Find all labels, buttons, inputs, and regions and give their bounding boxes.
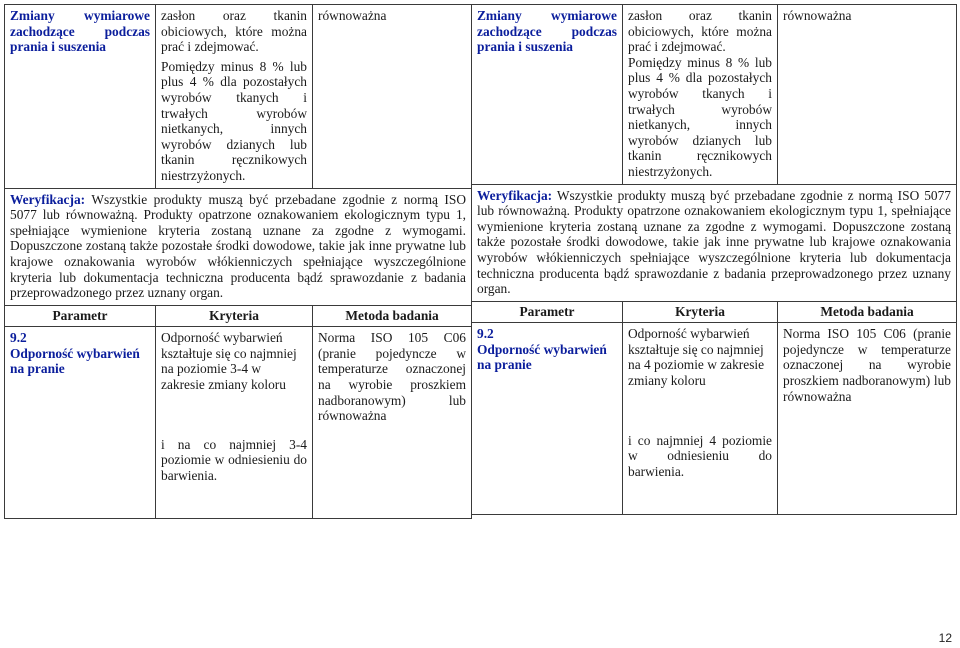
- verification-label: Weryfikacja:: [477, 187, 553, 203]
- criteria-text: Pomiędzy minus 8 % lub plus 4 % dla pozostałych wyrobów tkanych i trwałych wyrobów nietkanych, innych wyrobów dzianych lub tkanin ręcznikowych niestrzyżonych.: [161, 58, 307, 183]
- criteria-cell: [623, 323, 778, 515]
- criteria-text: Odporność wybarwień kształtuje się co najmniej na poziomie 3-4 w zakresie zmiany koloru: [161, 330, 297, 393]
- criteria-text: Odporność wybarwień kształtuje się co najmniej na 4 poziomie w zakresie zmiany koloru: [628, 326, 765, 389]
- parameter-name: Odporność wybarwień na pranie: [10, 345, 140, 377]
- parameter-name: Odporność wybarwień na pranie: [477, 341, 607, 373]
- method-text: równoważna: [783, 8, 852, 23]
- header-criteria: Kryteria: [623, 301, 778, 323]
- table-row-colour-fastness: [5, 327, 472, 519]
- header-parameter: Parametr: [5, 305, 156, 327]
- method-cell: [778, 5, 957, 185]
- criteria-text: Pomiędzy minus 8 % lub plus 4 % dla pozostałych wyrobów tkanych i trwałych wyrobów nietkanych, innych wyrobów dzianych lub tkanin ręcznikowych niestrzyżonych.: [628, 54, 772, 179]
- method-text: Norma ISO 105 C06 (pranie pojedyncze w temperaturze oznaczonej na wyrobie proszkiem nadboranowym) lub równoważna: [318, 330, 466, 424]
- table-row-dimensional-changes: [5, 5, 472, 189]
- method-text: równoważna: [318, 8, 387, 23]
- verification-cell: [472, 184, 957, 301]
- parameter-name: Zmiany wymiarowe zachodzące podczas prania i suszenia: [10, 8, 150, 55]
- header-parameter: Parametr: [472, 301, 623, 323]
- parameter-number: 9.2: [477, 326, 494, 342]
- header-method: Metoda badania: [313, 305, 472, 327]
- criteria-text: i co najmniej 4 poziomie w odniesieniu do barwienia.: [628, 432, 772, 479]
- criteria-cell: [623, 5, 778, 185]
- table-row-verification: [472, 184, 957, 301]
- criteria-table-left: [4, 4, 472, 519]
- table-header-row: [5, 305, 472, 327]
- parameter-cell: [5, 327, 156, 519]
- verification-text: Wszystkie produkty muszą być przebadane zgodnie z normą ISO 5077 lub równoważną. Produkty opatrzone oznakowaniem ekologicznym typu 1, spełniające wymienione kryteria zostaną uznane za zgodne z wymogami. Dopuszczone zostaną także pozostałe środki dowodowe, takie jak inne prywatne lub krajowe oznakowania wyrobów włókienniczych spełniające wyszczególnione kryteria lub dokumentacja techniczna producenta bądź sprawozdanie z badania przeprowadzonego przez uznany organ.: [10, 191, 467, 301]
- parameter-number: 9.2: [10, 330, 27, 346]
- method-text: Norma ISO 105 C06 (pranie pojedyncze w temperaturze oznaczonej na wyrobie proszkiem nadboranowym) lub równoważna: [783, 326, 951, 404]
- criteria-cell: [156, 327, 313, 519]
- verification-text: Wszystkie produkty muszą być przebadane zgodnie z normą ISO 5077 lub równoważną. Produkty opatrzone oznakowaniem ekologicznym typu 1, spełniające wymienione kryteria zostaną uznane za zgodne z wymogami. Dopuszczone zostaną także pozostałe środki dowodowe, takie jak inne prywatne lub krajowe oznakowania wyrobów włókienniczych spełniające wyszczególnione kryteria lub dokumentacja techniczna producenta bądź sprawozdanie z badania przeprowadzonego przez uznany organ.: [477, 187, 951, 297]
- criteria-cell: [156, 5, 313, 189]
- table-header-row: [472, 301, 957, 323]
- parameter-cell: [472, 323, 623, 515]
- criteria-table-right: [471, 4, 957, 515]
- verification-cell: [5, 188, 472, 305]
- method-cell: [313, 5, 472, 189]
- parameter-cell: [472, 5, 623, 185]
- method-cell: [313, 327, 472, 519]
- table-row-colour-fastness: [472, 323, 957, 515]
- criteria-text: zasłon oraz tkanin obiciowych, które można prać i zdejmować.: [161, 8, 307, 55]
- criteria-text: zasłon oraz tkanin obiciowych, które można prać i zdejmować.: [628, 8, 772, 55]
- table-row-dimensional-changes: [472, 5, 957, 185]
- verification-label: Weryfikacja:: [10, 191, 86, 207]
- table-row-verification: [5, 188, 472, 305]
- parameter-name: Zmiany wymiarowe zachodzące podczas prania i suszenia: [477, 8, 617, 55]
- parameter-cell: [5, 5, 156, 189]
- page-number: 12: [938, 631, 952, 645]
- method-cell: [778, 323, 957, 515]
- header-criteria: Kryteria: [156, 305, 313, 327]
- header-method: Metoda badania: [778, 301, 957, 323]
- criteria-text: i na co najmniej 3-4 poziomie w odniesieniu do barwienia.: [161, 436, 307, 483]
